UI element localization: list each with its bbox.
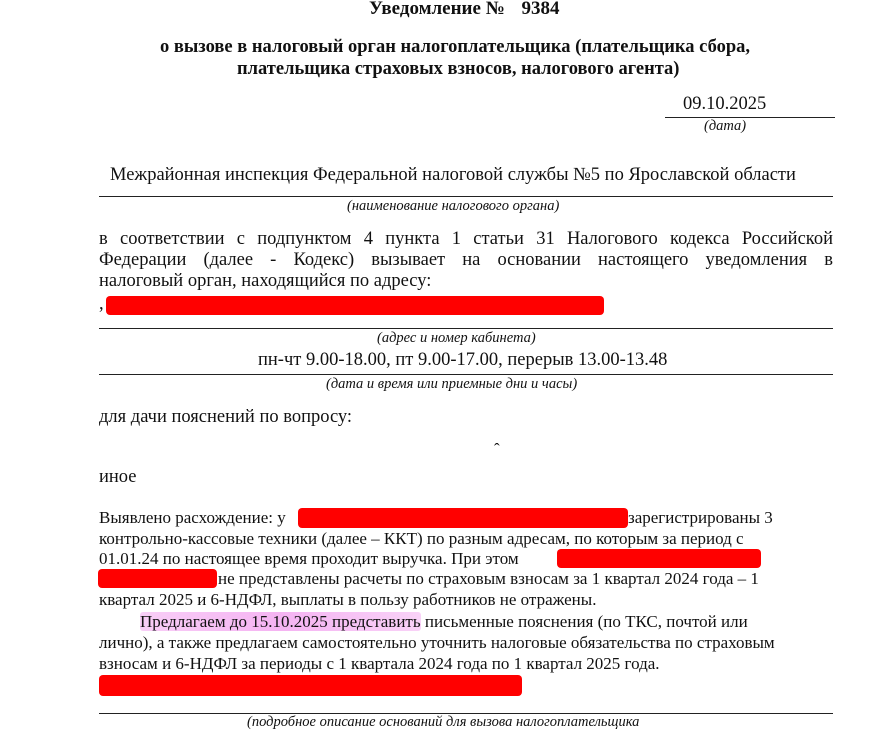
date-caption: (дата) — [704, 118, 747, 134]
notice-subtitle-line1: о вызове в налоговый орган налогоплательщика (плательщика сбора, — [160, 37, 751, 57]
proposal-line-1 — [140, 612, 748, 632]
footer-caption: (подробное описание оснований для вызова налогоплательщика — [247, 714, 640, 730]
proposal-line-3: взносам и 6-НДФЛ за периоды с 1 квартала 2024 года по 1 квартал 2025 года. — [99, 654, 660, 673]
basis-line-3: налоговый орган, находящийся по адресу: — [99, 271, 432, 291]
discrepancy-line-4-end: не представлены расчеты по страховым взносам за 1 квартал 2024 года – 1 — [218, 569, 759, 588]
date-underline — [665, 117, 835, 118]
taxpayer-name-redaction — [298, 508, 628, 528]
discrepancy-line-1-start: Выявлено расхождение: у — [99, 508, 286, 527]
basis-line-1: в соответствии с подпунктом 4 пункта 1 статьи 31 Налогового кодекса Российской — [99, 229, 833, 249]
discrepancy-line-2: контрольно-кассовые техники (далее – ККТ) по разным адресам, по которым за период с — [99, 529, 744, 548]
signature-redaction — [99, 675, 522, 696]
notice-title — [369, 0, 560, 20]
notice-number: 9384 — [521, 0, 560, 19]
tax-authority-name: Межрайонная инспекция Федеральной налоговой службы №5 по Ярославской области — [110, 165, 796, 185]
authority-underline — [99, 196, 833, 197]
question-label: для дачи пояснений по вопросу: — [99, 407, 353, 427]
proposal-line-2: лично), а также предлагаем самостоятельно уточнить налоговые обязательства по страховым — [99, 633, 775, 652]
detail-redaction-1 — [557, 549, 761, 568]
address-underline — [99, 328, 833, 329]
schedule-hours: пн-чт 9.00-18.00, пт 9.00-17.00, перерыв 13.00-13.48 — [258, 350, 668, 370]
discrepancy-line-5: квартал 2025 и 6-НДФЛ, выплаты в пользу работников не отражены. — [99, 590, 597, 609]
address-redaction — [106, 296, 604, 315]
question-mark: ˆ — [494, 440, 500, 459]
discrepancy-line-3: 01.01.24 по настоящее время проходит выручка. При этом — [99, 549, 519, 568]
notice-title-label: Уведомление № — [369, 0, 505, 19]
basis-line-2: Федерации (далее - Кодекс) вызывает на основании настоящего уведомления в — [99, 250, 833, 270]
authority-caption: (наименование налогового органа) — [347, 198, 560, 214]
proposal-line-1-rest: письменные пояснения (по ТКС, почтой или — [420, 612, 748, 631]
address-prefix: , — [99, 294, 104, 314]
address-caption: (адрес и номер кабинета) — [377, 330, 536, 346]
notice-subtitle-line2: плательщика страховых взносов, налогового агента) — [237, 59, 680, 79]
schedule-caption: (дата и время или приемные дни и часы) — [326, 376, 578, 392]
detail-redaction-2 — [98, 569, 217, 588]
question-value: иное — [99, 467, 137, 487]
discrepancy-line-1-end: зарегистрированы 3 — [628, 508, 773, 527]
deadline-highlight: Предлагаем до 15.10.2025 представить — [140, 612, 421, 631]
schedule-underline — [99, 374, 833, 375]
notice-date: 09.10.2025 — [683, 94, 767, 114]
